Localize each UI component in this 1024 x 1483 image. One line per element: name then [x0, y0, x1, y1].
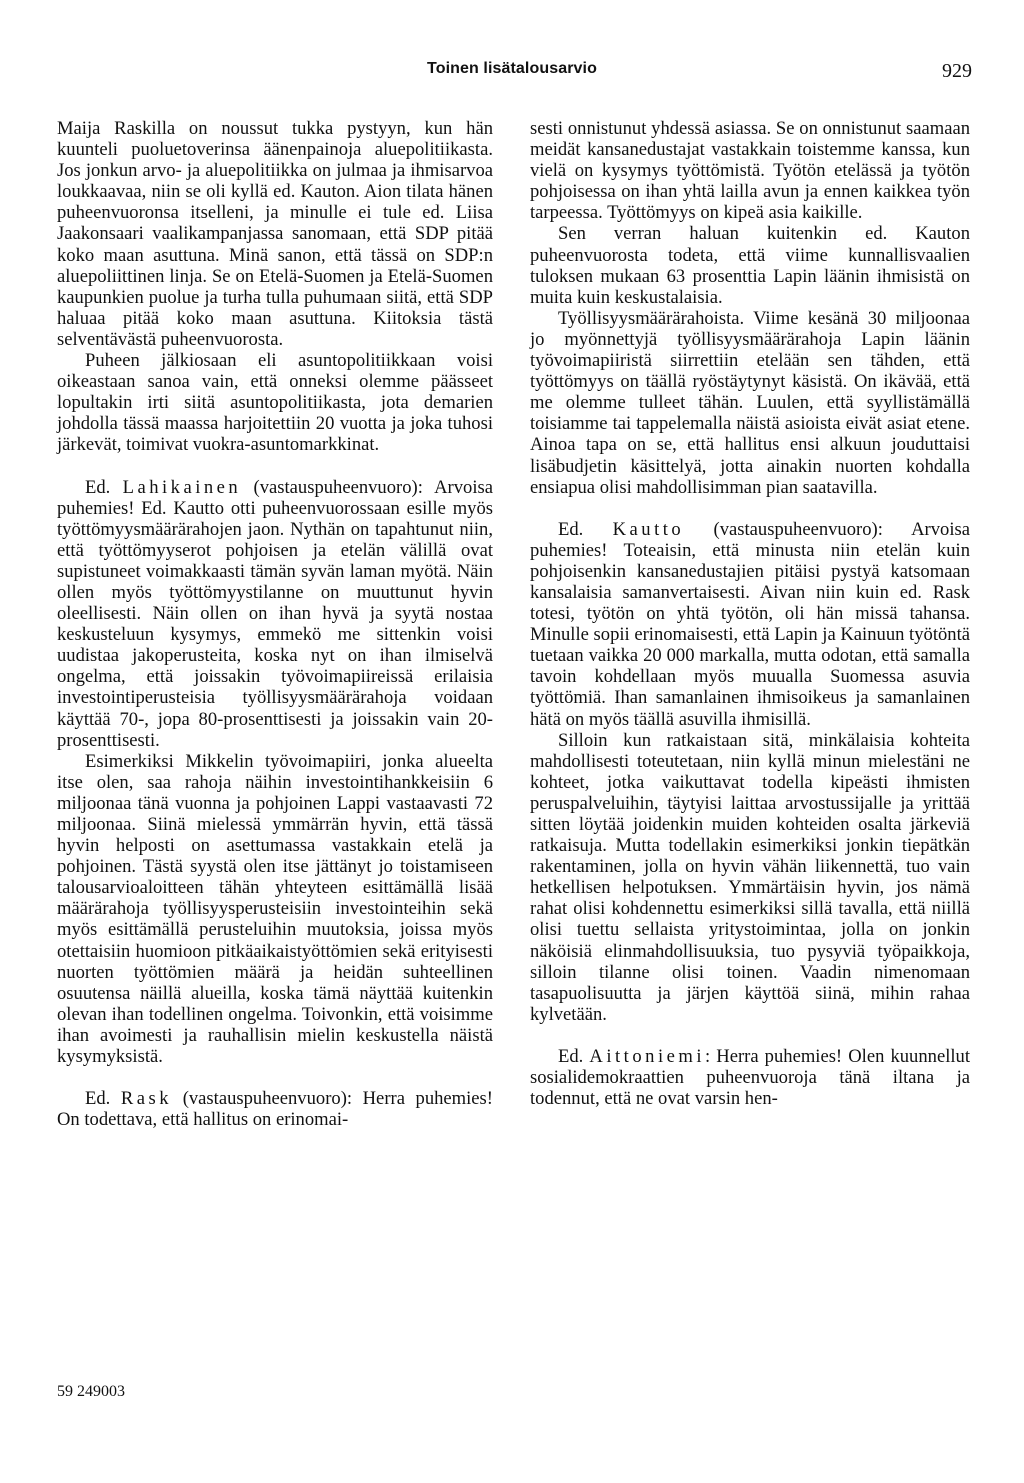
speaker-text: : Herra puhemies! Olen kuunnellut sosialidemokraattien puheenvuoroja tänä iltana ja todennut, että ne ovat varsin hen- — [530, 1045, 970, 1110]
paragraph: Silloin kun ratkaistaan sitä, minkälaisia kohteita mahdollisesti toteutetaan, niin kyllä minun mielestäni ne kohteet, jotka vaikuttavat todella kipeästi ihmisten peruspalveluihin, täytyisi laittaa arvostussijalle ja yrittää sitten löytää joidenkin muiden kohteiden osalta järkeviä ratkaisuja. Mutta todellakin esimerkiksi jonkin tiepätkän rakentaminen, jolla on hyvin vähän liikennettä, tuo vain hetkellisen helpotuksen. Ymmärtäisin hyvin, jos nämä rahat olisi kohdennettu esimerkiksi sillä tavalla, että niillä olisi tuettu sellaista yritystoimintaa, jolla on jonkin näköisiä elinmahdollisuuksia, tuo pysyviä työpaikkoja, silloin tilanne olisi toinen. Vaadin nimenomaan tasapuolisuutta ja järjen käyttöä siinä, mihin rahaa kylvetään. — [530, 729, 970, 1025]
speaker-prefix: Ed. — [558, 1045, 584, 1067]
paragraph: Esimerkiksi Mikkelin työvoimapiiri, jonka alueelta itse olen, saa rahoja näihin investointihankkeisiin 6 miljoonaa tänä vuonna ja pohjoinen Lappi vastaavasti 72 miljoonaa. Siinä mielessä ymmärrän hyvin, että tässä hyvin helposti on asettumassa vastakkain etelä ja pohjoinen. Tästä syystä olen itse jättänyt jo toistamiseen talousarvioaloitteen tähän yhteyteen esittämällä lisää määrärahoja työllisyysperusteisiin investointeihin sekä myös esittämällä perusteluihin muutoksia, joissa myös otettaisiin huomioon pitkäaikaistyöttömien sekä erityisesti nuorten työttömien määrä ja heidän suhteellinen osuutensa näillä alueilla, koska tämä näyttää kuitenkin olevan ihan todellinen ongelma. Toivonkin, että voisimme ihan avoimesti ja rauhallisin mielin keskustella näistä kysymyksistä. — [57, 750, 493, 1068]
speaker-prefix: Ed. — [85, 1088, 111, 1110]
speaker-name: Rask — [120, 1088, 173, 1110]
speaker-name: Kautto — [612, 518, 685, 540]
speaker-turn-aittoniemi — [530, 1046, 970, 1109]
speaker-text: (vastauspuheenvuoro): Arvoisa puhemies! Ed. Kautto otti puheenvuorossaan esille myös työttömyysmäärärahojen jaon. Nythän on tapahtunut niin, että työttömyyserot pohjoisen ja etelän välillä ovat supistuneet voimakkaasti tämän syvän laman myötä. Näin ollen myös työttömyystilanne on muuttunut hyvin oleellisesti. Näin ollen on ihan hyvä ja syytä nostaa keskusteluun kysymys, emmekö me sittenkin voisi uudistaa jakoperusteita, koska nyt on ihan ilmiselvä ongelma, että joissakin työvoimapiireissä erilaisia investointiperusteisia työllisyysmäärärahoja voidaan käyttää 70-, jopa 80-prosenttisesti ja joissakin vain 20-prosenttisesti. — [57, 476, 493, 751]
left-column — [57, 118, 493, 1130]
paragraph: Työllisyysmäärärahoista. Viime kesänä 30 miljoonaa jo myönnettyjä työllisyysmäärärahoja Lapin läänin työvoimapiiristä siirrettiin etelään sen tähden, että työttömyys on täällä ryöstäytynyt käsistä. On ikävää, että me olemme tulleet tähän. Luulen, että syyllistämällä toisiamme tai tappelemalla näistä asioista eivät asiat etene. Ainoa tapa on se, että hallitus ensi alkuun jouduttaisi lisäbudjetin käsittelyä, jotta ainakin nuorten kohdalla ensiapua olisi mahdollisimman pian saatavilla. — [530, 307, 970, 498]
right-column — [530, 118, 970, 1109]
speaker-text: (vastauspuheenvuoro): Herra puhemies! On todettava, että hallitus on erinomai- — [57, 1088, 493, 1131]
footer-print-code: 59 249003 — [57, 1383, 125, 1400]
paragraph: Maija Raskilla on noussut tukka pystyyn, kun hän kuunteli puoluetoverinsa äänenpainoja aluepolitiikasta. Jos jonkun arvo- ja aluepolitiikka on julmaa ja ihmisarvoa loukkaavaa, niin se oli kyllä ed. Kauton. Aion tilata hänen puheenvuoronsa itselleni, ja minulle ei tule ed. Liisa Jaakonsaari vaalikampanjassa sanomaan, että SDP pitää koko maan asuttuna. Minä sanon, että tässä on SDP:n aluepoliittinen linja. Se on Etelä-Suomen ja Etelä-Suomen kaupunkien puolue ja turha tulla puhumaan siitä, että SDP haluaa pitää koko maan asuttuna. Kiitoksia tästä selventävästä puheenvuorosta. — [57, 118, 493, 350]
speaker-turn-kautto — [530, 519, 970, 730]
speaker-prefix: Ed. — [558, 518, 584, 540]
speaker-text: (vastauspuheenvuoro): Arvoisa puhemies! Toteaisin, että minusta niin etelän kuin pohjoisenkin kansanedustajien pitäisi pystyä katsomaan kansalaisia samanvertaisesti. Aivan niin kuin ed. Rask totesi, työtön on yhtä työtön, oli hän missä tahansa. Minulle sopii erinomaisesti, että Lapin ja Kainuun työtöntä tuetaan vaikka 20 000 markalla, mutta odotan, että samalla tavoin kohdellaan myös muualla Suomessa asuvia työttömiä. Ihan samanlainen ihmisoikeus ja samanlainen hätä on myös täällä asuvilla ihmisillä. — [530, 518, 971, 730]
speaker-turn-lahikainen — [57, 477, 493, 751]
speaker-prefix: Ed. — [85, 476, 111, 498]
running-header-title: Toinen lisätalousarvio — [427, 60, 597, 77]
speaker-name: Aittoniemi — [589, 1045, 705, 1067]
paragraph: Sen verran haluan kuitenkin ed. Kauton puheenvuorosta todeta, että viime kunnallisvaalien tuloksen mukaan 63 prosenttia Lapin läänin ihmisistä on muita kuin keskustalaisia. — [530, 223, 970, 308]
paragraph: sesti onnistunut yhdessä asiassa. Se on onnistunut saamaan meidät kansanedustajat vastakkain toistemme kanssa, kun vielä on kysymys työttömistä. Työtön etelässä ja työtön pohjoisessa on ihan yhtä lailla avun ja ennen kaikkea työn tarpeessa. Työttömyys on kipeä asia kaikille. — [530, 118, 970, 224]
speaker-turn-rask — [57, 1088, 493, 1130]
page-number: 929 — [942, 60, 972, 82]
paragraph: Puheen jälkiosaan eli asuntopolitiikkaan voisi oikeastaan sanoa vain, että onneksi olemme päässeet lopultakin irti siitä asuntopolitiikasta, jota demarien johdolla tässä maassa harjoitettiin 20 vuotta ja joka tuhosi järkevät, toimivat vuokra-asuntomarkkinat. — [57, 350, 493, 456]
speaker-name: Lahikainen — [122, 476, 242, 498]
